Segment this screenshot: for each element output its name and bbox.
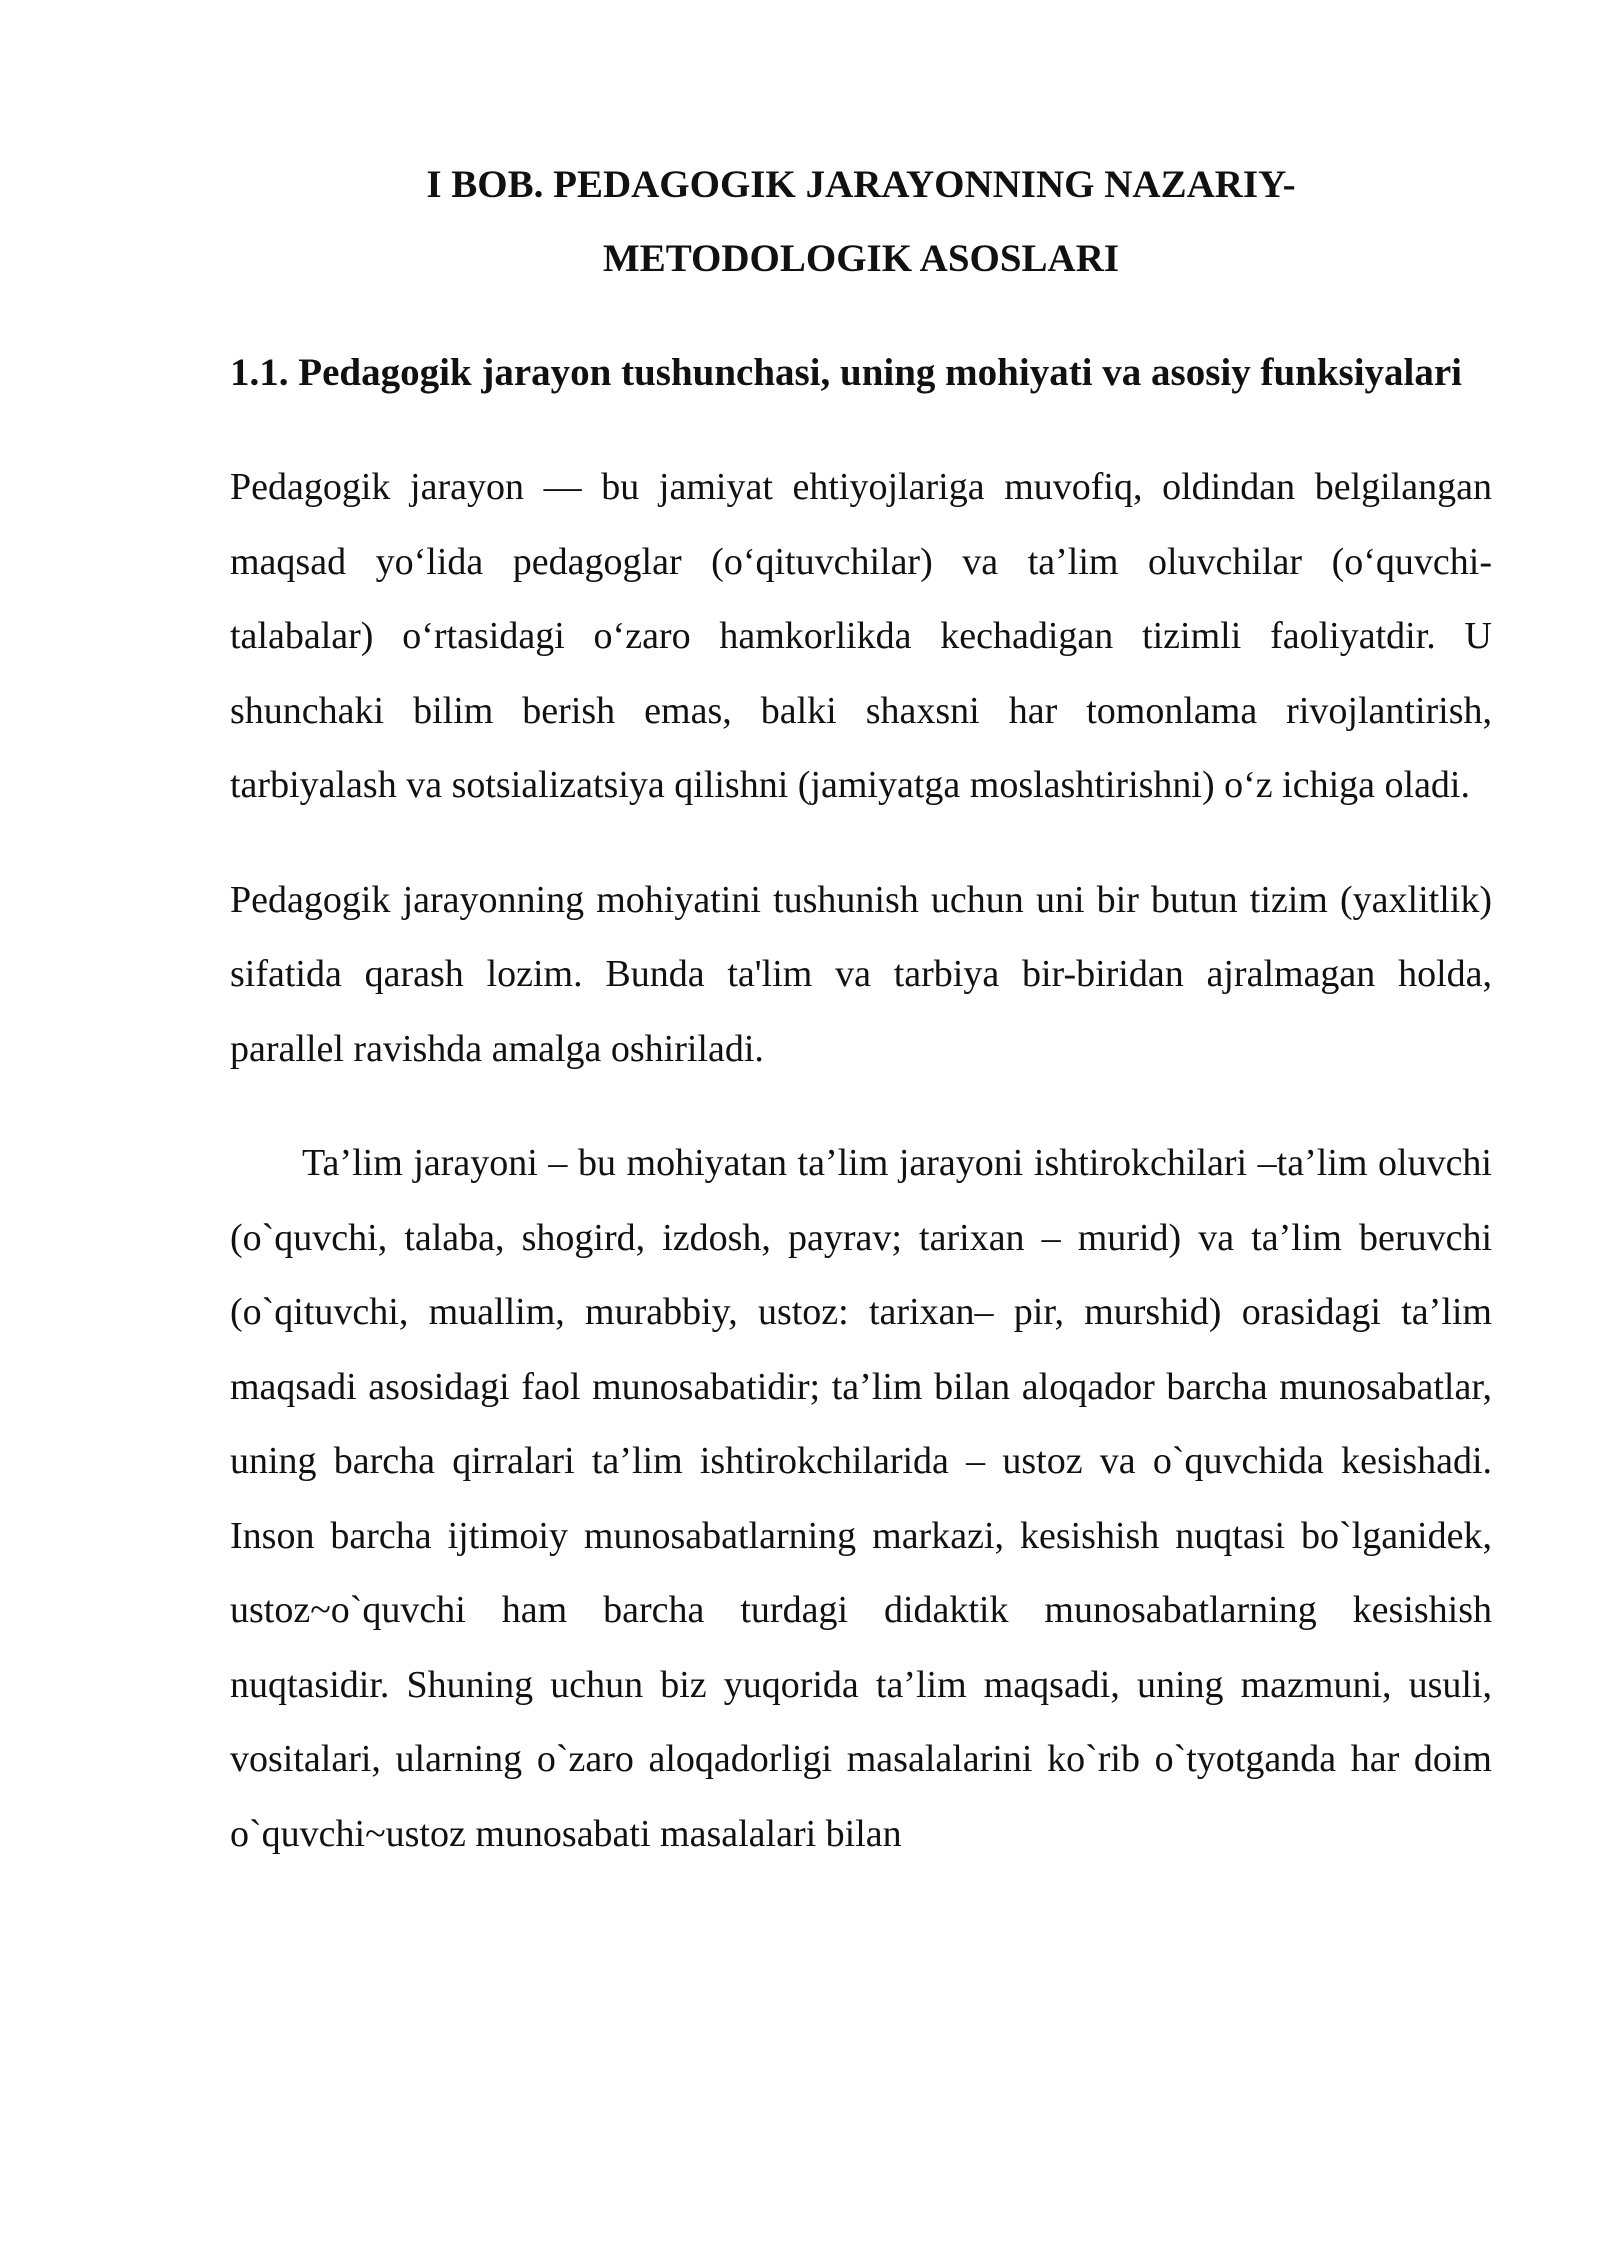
chapter-title-line-2: METODOLOGIK ASOSLARI	[602, 237, 1120, 280]
section-title: 1.1. Pedagogik jarayon tushunchasi, uning mohiyati va asosiy funksiyalari	[230, 351, 1463, 394]
document-page	[230, 148, 1492, 1871]
chapter-title	[230, 148, 1492, 296]
paragraph-essence: Pedagogik jarayonning mohiyatini tushunish uchun uni bir butun tizim (yaxlitlik) sifatida qarash lozim. Bunda ta'lim va tarbiya bir-biridan ajralmagan holda, parallel ravishda amalga oshiriladi.	[230, 878, 1492, 1070]
chapter-title-line-1: I BOB. PEDAGOGIK JARAYONNING NAZARIY-	[426, 163, 1296, 206]
paragraph-definition: Pedagogik jarayon — bu jamiyat ehtiyojlariga muvofiq, oldindan belgilangan maqsad yo‘lida pedagoglar (o‘qituvchilar) va ta’lim oluvchilar (o‘quvchi-talabalar) o‘rtasidagi o‘zaro hamkorlikda kechadigan tizimli faoliyatdir. U shunchaki bilim berish emas, balki shaxsni har tomonlama rivojlantirish, tarbiyalash va sotsializatsiya qilishni (jamiyatga moslashtirishni) o‘z ichiga oladi.	[230, 466, 1492, 806]
paragraph-education-process: Ta’lim jarayoni – bu mohiyatan ta’lim jarayoni ishtirokchilari –ta’lim oluvchi (o`quvchi, talaba, shogird, izdosh, payrav; tarixan – murid) va ta’lim beruvchi (o`qituvchi, muallim, murabbiy, ustoz: tarixan– pir, murshid) orasidagi ta’lim maqsadi asosidagi faol munosabatidir; ta’lim bilan aloqador barcha munosabatlar, uning barcha qirralari ta’lim ishtirokchilarida – ustoz va o`quvchida kesishadi. Inson barcha ijtimoiy munosabatlarning markazi, kesishish nuqtasi bo`lganidek, ustoz~o`quvchi ham barcha turdagi didaktik munosabatlarning kesishish nuqtasidir. Shuning uchun biz yuqorida ta’lim maqsadi, uning mazmuni, usuli, vositalari, ularning o`zaro aloqadorligi masalalarini ko`rib o`tyotganda har doim o`quvchi~ustoz munosabati masalalari bilan	[230, 1142, 1492, 1855]
